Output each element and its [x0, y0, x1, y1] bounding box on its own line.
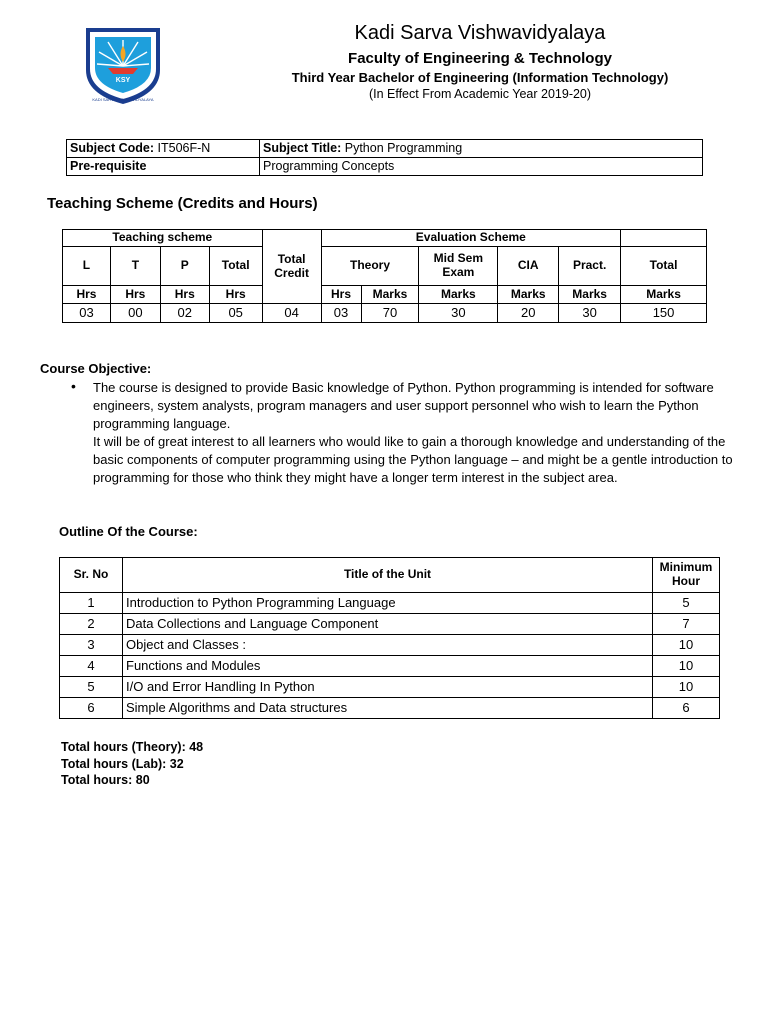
- evaluation-group-header: Evaluation Scheme: [321, 230, 621, 247]
- prereq-value: Programming Concepts: [260, 158, 703, 176]
- total-hours-theory: Total hours (Theory): 48: [61, 740, 204, 754]
- value-cia: 20: [498, 304, 559, 323]
- table-row: [60, 635, 720, 656]
- university-logo: [78, 22, 168, 106]
- objective-paragraph-1: The course is designed to provide Basic knowledge of Python. Python programming is intended for software engineers, system analysts, program managers and user support personnel who wish to learn the Python programming language.: [93, 380, 714, 431]
- eval-empty-cell: [621, 230, 707, 247]
- value-total-marks: 150: [621, 304, 707, 323]
- col-midsem: Mid Sem Exam: [419, 247, 498, 286]
- unit-hours: 10: [653, 656, 720, 677]
- unit-cell: Hrs: [209, 286, 262, 304]
- unit-hours: 5: [653, 593, 720, 614]
- unit-cell: Hrs: [110, 286, 160, 304]
- col-p: P: [160, 247, 209, 286]
- unit-cell: Hrs: [63, 286, 111, 304]
- table-row: [60, 614, 720, 635]
- logo-ring-text: KADI SARVA VISHWAVIDYALAYA: [92, 97, 154, 102]
- col-pract: Pract.: [559, 247, 621, 286]
- col-t: T: [110, 247, 160, 286]
- subject-code: IT506F-N: [157, 141, 211, 156]
- bullet-icon: •: [71, 378, 76, 394]
- unit-title: Simple Algorithms and Data structures: [123, 698, 653, 719]
- subject-table: [66, 139, 703, 176]
- logo-text: KSY: [115, 77, 131, 84]
- value-theory-marks: 70: [361, 304, 419, 323]
- subject-title-cell: [260, 140, 703, 158]
- col-total-credit: Total Credit: [262, 230, 321, 304]
- subject-title: Python Programming: [344, 141, 463, 156]
- unit-title: Data Collections and Language Component: [123, 614, 653, 635]
- total-hours-lab: Total hours (Lab): 32: [61, 757, 184, 771]
- program-name: Third Year Bachelor of Engineering (Information Technology): [291, 70, 669, 85]
- subject-row-prereq: [67, 158, 703, 176]
- sr-no: 6: [60, 698, 123, 719]
- col-l: L: [63, 247, 111, 286]
- col-total: Total: [209, 247, 262, 286]
- unit-cell: Marks: [361, 286, 419, 304]
- value-total-hrs: 05: [209, 304, 262, 323]
- unit-title: Functions and Modules: [123, 656, 653, 677]
- subject-code-cell: [67, 140, 260, 158]
- table-row: [60, 698, 720, 719]
- value-l: 03: [63, 304, 111, 323]
- outline-heading: Outline Of the Course:: [59, 524, 198, 539]
- unit-cell: Hrs: [321, 286, 361, 304]
- unit-hours: 10: [653, 677, 720, 698]
- col-unit-title: Title of the Unit: [123, 558, 653, 593]
- unit-title: Introduction to Python Programming Language: [123, 593, 653, 614]
- objective-paragraph-2: It will be of great interest to all learners who would like to gain a thorough knowledge and understanding of the basic components of computer programming using the Python language – and might be a gentle introduction to programming for those who think they might have a longer term interest in the subject area.: [93, 434, 733, 485]
- table-row: [60, 656, 720, 677]
- value-theory-hrs: 03: [321, 304, 361, 323]
- sr-no: 3: [60, 635, 123, 656]
- subject-title-label: Subject Title:: [263, 141, 342, 156]
- unit-hours: 6: [653, 698, 720, 719]
- unit-cell: Marks: [419, 286, 498, 304]
- total-hours: Total hours: 80: [61, 773, 150, 787]
- value-pract: 30: [559, 304, 621, 323]
- subject-code-label: Subject Code:: [70, 141, 155, 156]
- col-sr-no: Sr. No: [60, 558, 123, 593]
- sr-no: 5: [60, 677, 123, 698]
- teaching-scheme-table: [62, 229, 707, 323]
- col-cia: CIA: [498, 247, 559, 286]
- effect-note: (In Effect From Academic Year 2019-20): [368, 87, 592, 101]
- unit-cell: Hrs: [160, 286, 209, 304]
- unit-hours: 10: [653, 635, 720, 656]
- sr-no: 4: [60, 656, 123, 677]
- faculty-name: Faculty of Engineering & Technology: [348, 50, 612, 67]
- unit-cell: Marks: [559, 286, 621, 304]
- value-t: 00: [110, 304, 160, 323]
- teaching-group-header: Teaching scheme: [63, 230, 263, 247]
- subject-row-code: [67, 140, 703, 158]
- unit-title: Object and Classes :: [123, 635, 653, 656]
- value-credit: 04: [262, 304, 321, 323]
- col-theory: Theory: [321, 247, 419, 286]
- unit-title: I/O and Error Handling In Python: [123, 677, 653, 698]
- col-min-hour: Minimum Hour: [653, 558, 720, 593]
- university-name: Kadi Sarva Vishwavidyalaya: [354, 22, 606, 44]
- teaching-scheme-heading: Teaching Scheme (Credits and Hours): [47, 195, 318, 212]
- table-row: [60, 593, 720, 614]
- unit-hours: 7: [653, 614, 720, 635]
- sr-no: 1: [60, 593, 123, 614]
- course-objective-heading: Course Objective:: [40, 361, 152, 376]
- outline-table: [59, 557, 720, 719]
- unit-cell: Marks: [621, 286, 707, 304]
- unit-cell: Marks: [498, 286, 559, 304]
- table-row: [60, 677, 720, 698]
- value-p: 02: [160, 304, 209, 323]
- col-eval-total: Total: [621, 247, 707, 286]
- value-midsem: 30: [419, 304, 498, 323]
- sr-no: 2: [60, 614, 123, 635]
- prereq-label: Pre-requisite: [67, 158, 260, 176]
